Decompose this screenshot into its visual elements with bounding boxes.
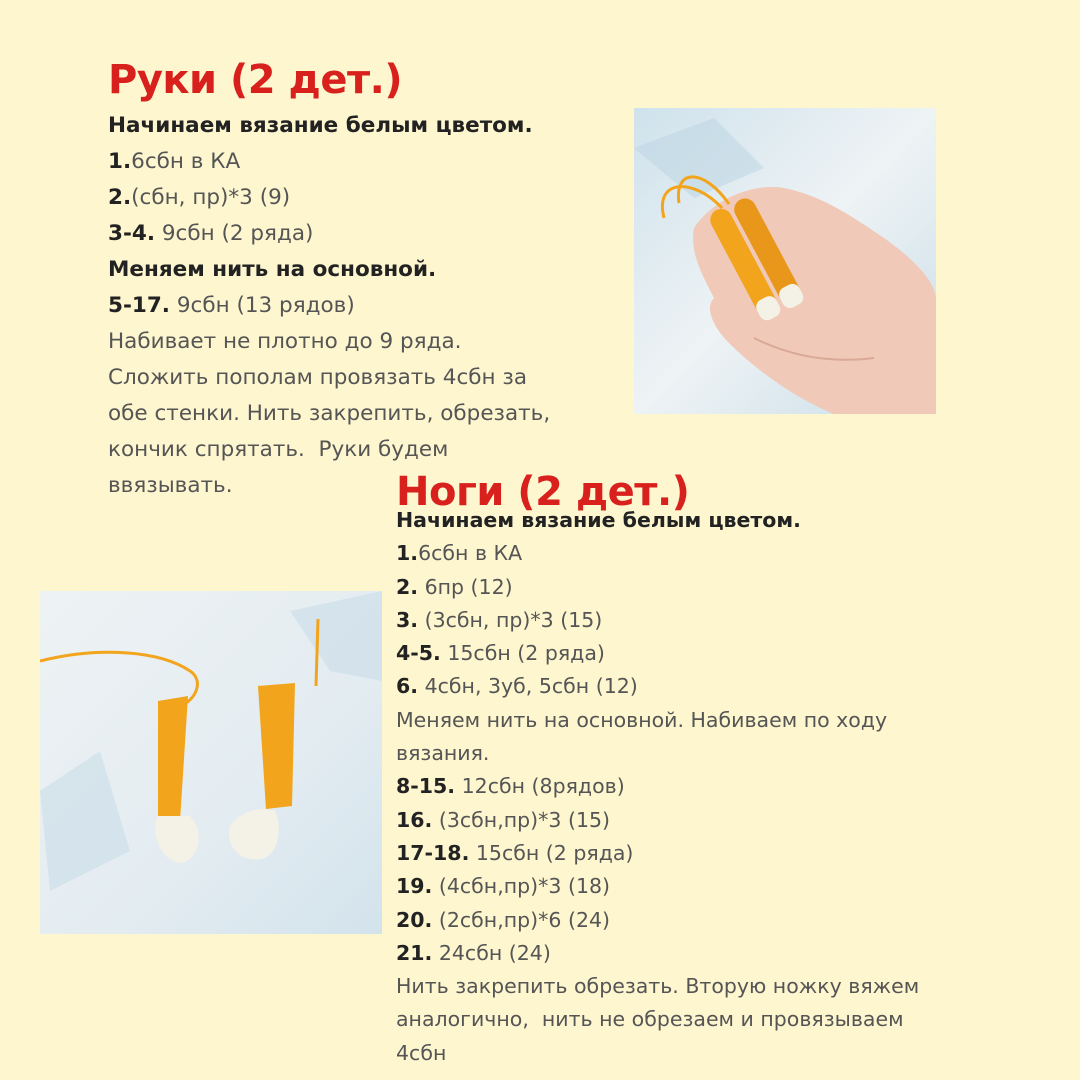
- legs-step-text: (2сбн,пр)*6 (24): [432, 907, 611, 932]
- legs-step-number: 20.: [396, 907, 433, 932]
- legs-line-4: [396, 604, 956, 637]
- legs-step-text: 4сбн, 3уб, 5сбн (12): [418, 674, 638, 699]
- arms-line-1: [108, 108, 628, 144]
- arms-step-text: Начинаем вязание белым цветом.: [108, 113, 533, 138]
- legs-photo: [40, 591, 382, 934]
- legs-step-number: 17-18.: [396, 840, 470, 865]
- legs-step-text: (3сбн, пр)*3 (15): [418, 607, 603, 632]
- legs-step-text: аналогично, нить не обрезаем и провязываем: [396, 1007, 904, 1032]
- legs-instructions: [396, 504, 956, 1070]
- legs-step-number: 16.: [396, 807, 433, 832]
- legs-heading: Ноги (2 дет.): [396, 469, 690, 515]
- legs-line-12: [396, 870, 956, 903]
- legs-step-text: (4сбн,пр)*3 (18): [432, 874, 611, 899]
- arms-line-6: [108, 288, 628, 324]
- arms-line-2: [108, 144, 628, 180]
- arms-step-number: 3-4.: [108, 221, 156, 246]
- legs-line-15: [396, 970, 956, 1003]
- arms-step-text: Меняем нить на основной.: [108, 257, 437, 282]
- arms-line-4: [108, 216, 628, 252]
- arms-line-10: [108, 432, 628, 468]
- legs-line-2: [396, 537, 956, 570]
- legs-step-text: 15сбн (2 ряда): [440, 641, 605, 666]
- legs-line-17: [396, 1037, 956, 1070]
- arms-heading: Руки (2 дет.): [108, 57, 403, 103]
- arms-step-number: 1.: [108, 149, 132, 174]
- legs-line-10: [396, 804, 956, 837]
- arms-line-5: [108, 252, 628, 288]
- legs-line-3: [396, 571, 956, 604]
- legs-step-number: 21.: [396, 940, 433, 965]
- legs-line-8: [396, 737, 956, 770]
- legs-line-6: [396, 670, 956, 703]
- arms-line-3: [108, 180, 628, 216]
- legs-step-text: 12сбн (8рядов): [455, 774, 625, 799]
- arms-step-text: Сложить пополам провязать 4сбн за: [108, 365, 528, 390]
- arms-step-text: 9сбн (13 рядов): [169, 293, 355, 318]
- legs-step-number: 6.: [396, 674, 419, 699]
- arms-line-9: [108, 396, 628, 432]
- legs-step-number: 8-15.: [396, 774, 456, 799]
- legs-line-11: [396, 837, 956, 870]
- legs-line-16: [396, 1003, 956, 1036]
- legs-step-number: 1.: [396, 541, 419, 566]
- arms-step-text: обе стенки. Нить закрепить, обрезать,: [108, 401, 551, 426]
- legs-step-text: 4сбн: [396, 1040, 447, 1065]
- arms-photo: [634, 108, 936, 414]
- legs-step-text: 6сбн в КА: [418, 541, 523, 566]
- arms-step-text: Набивает не плотно до 9 ряда.: [108, 329, 462, 354]
- legs-line-5: [396, 637, 956, 670]
- legs-step-number: 4-5.: [396, 641, 441, 666]
- arms-step-text: 9сбн (2 ряда): [155, 221, 314, 246]
- legs-line-7: [396, 704, 956, 737]
- legs-step-number: 2.: [396, 574, 419, 599]
- arms-step-text: 6сбн в КА: [131, 149, 241, 174]
- arms-step-text: кончик спрятать. Руки будем: [108, 437, 449, 462]
- arms-step-number: 5-17.: [108, 293, 170, 318]
- arms-step-text: ввязывать.: [108, 473, 233, 498]
- legs-step-text: 6пр (12): [418, 574, 513, 599]
- legs-step-number: 3.: [396, 607, 419, 632]
- arms-line-8: [108, 360, 628, 396]
- legs-step-text: Начинаем вязание белым цветом.: [396, 508, 801, 532]
- legs-step-text: Меняем нить на основной. Набиваем по ходу: [396, 707, 888, 732]
- legs-line-13: [396, 904, 956, 937]
- legs-step-text: (3сбн,пр)*3 (15): [432, 807, 611, 832]
- legs-line-9: [396, 770, 956, 803]
- arms-instructions: [108, 108, 628, 504]
- arms-step-number: 2.: [108, 185, 132, 210]
- arms-step-text: (сбн, пр)*3 (9): [131, 185, 291, 210]
- legs-step-number: 19.: [396, 874, 433, 899]
- arms-line-7: [108, 324, 628, 360]
- legs-step-text: вязания.: [396, 741, 490, 766]
- legs-step-text: 24сбн (24): [432, 940, 551, 965]
- legs-step-text: Нить закрепить обрезать. Вторую ножку вяжем: [396, 974, 920, 999]
- legs-step-text: 15сбн (2 ряда): [469, 840, 634, 865]
- legs-line-14: [396, 937, 956, 970]
